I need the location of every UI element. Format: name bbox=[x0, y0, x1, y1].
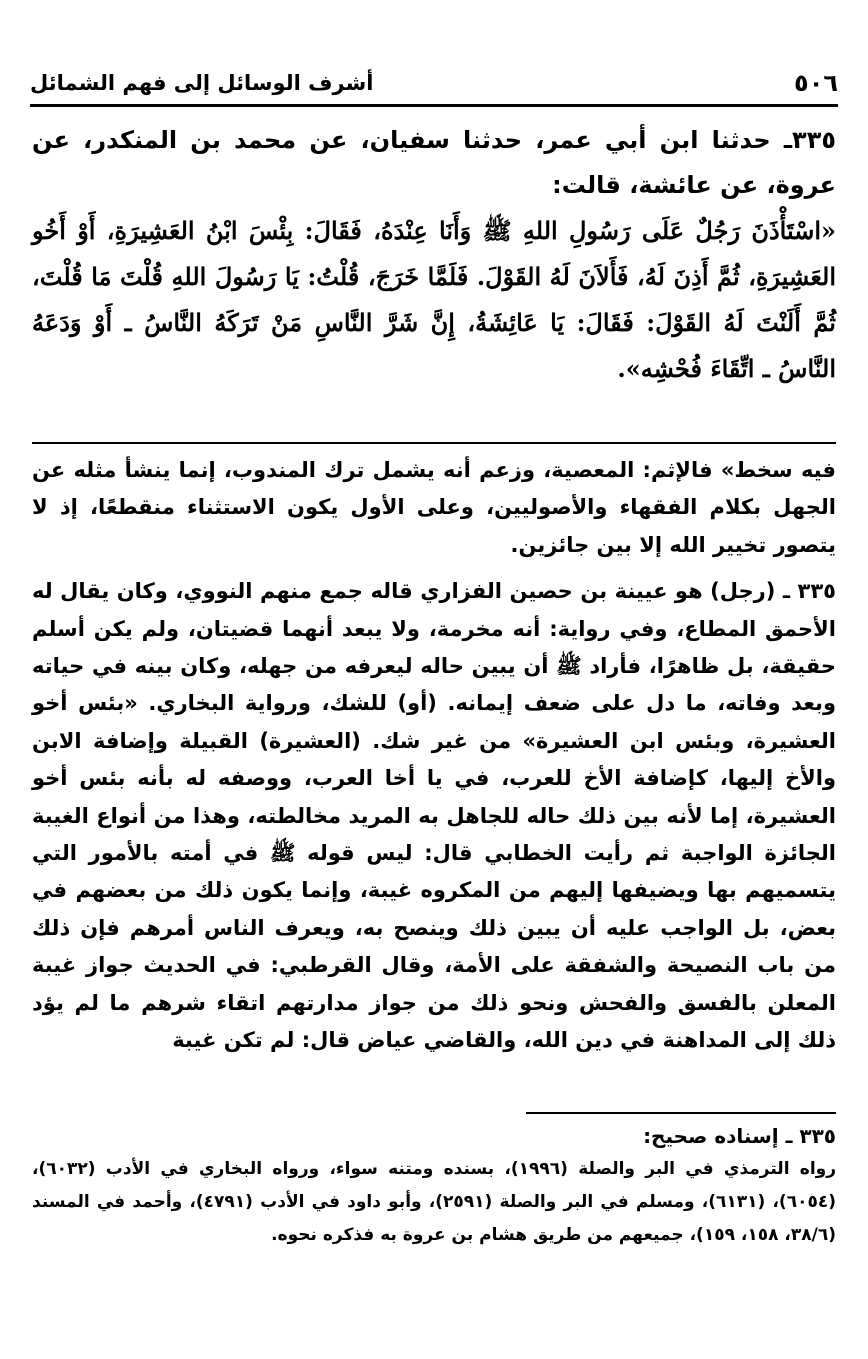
footnote-divider bbox=[526, 1112, 836, 1114]
footnote-body: رواه الترمذي في البر والصلة (١٩٩٦)، بسنده ومتنه سواء، ورواه البخاري في الأدب (٦٠٣٢)، (٦٠٥٤)، (٦١٣١)، ومسلم في البر والصلة (٢٥٩١)، وأبو داود في الأدب (٤٧٩١)، وأحمد في المسند (٣٨/٦، ١٥٨، ١٥٩)، جميعهم من طريق هشام بن عروة به فذكره نحوه. bbox=[32, 1159, 837, 1245]
hadith-isnad: ٣٣٥ـ حدثنا ابن أبي عمر، حدثنا سفيان، عن محمد بن المنكدر، عن عروة، عن عائشة، قالت: bbox=[32, 126, 836, 199]
hadith-text bbox=[32, 118, 836, 392]
commentary bbox=[32, 452, 836, 1060]
commentary-paragraph: ٣٣٥ ـ (رجل) هو عيينة بن حصين الفزاري قاله جمع منهم النووي، وكان يقال له الأحمق المطاع، وفي رواية: أنه مخرمة، ولا يبعد أنهما قضيتان، ولم يكن أسلم حقيقة، بل ظاهرًا، فأراد ﷺ أن يبين حاله ليعرفه من جهله، وكان بينه في حياته وبعد وفاته، ما دل على ضعف إيمانه. (أو) للشك، ورواية البخاري. «بئس أخو العشيرة، وبئس ابن العشيرة» من غير شك. (العشيرة) القبيلة وإضافة الابن والأخ إليها، كإضافة الأخ للعرب، في يا أخا العرب، ووصفه له بأنه بئس أخو العشيرة، إما لأنه بين ذلك حاله للجاهل به المريد مخالطته، وهذا من أنواع الغيبة الجائزة الواجبة ثم رأيت الخطابي قال: ليس قوله ﷺ في أمته بالأمور التي يتسميهم بها ويضيفها إليهم من المكروه غيبة، وإنما يكون ذلك من بعضهم في بعض، بل الواجب عليه أن يبين ذلك وينصح به، ويعرف الناس أمرهم فإن ذلك من باب النصيحة والشفقة على الأمة، وقال القرطبي: في الحديث جواز غيبة المعلن بالفسق والفحش ونحو ذلك من جواز مدارتهم اتقاء شرهم ما لم يؤد ذلك إلى المداهنة في دين الله، والقاضي عياض قال: لم تكن غيبة bbox=[32, 579, 836, 1053]
page-number: ٥٠٦ bbox=[794, 69, 838, 97]
footnote-heading: ٣٣٥ ـ إسناده صحيح: bbox=[643, 1124, 836, 1148]
commentary-paragraph: فيه سخط» فالإثم: المعصية، وزعم أنه يشمل ترك المندوب، إنما ينشأ مثله عن الجهل بكلام الفقهاء والأصوليين، وعلى الأول يكون الاستثناء منقطعًا، إذ لا يتصور تخيير الله إلا بين جائزين. bbox=[32, 458, 836, 557]
footnote bbox=[32, 1120, 836, 1252]
page-header bbox=[30, 62, 838, 107]
hadith-matn: «اسْتَأْذَنَ رَجُلٌ عَلَى رَسُولِ اللهِ ﷺ وَأَنَا عِنْدَهُ، فَقَالَ: بِئْسَ ابْنُ العَشِيرَةِ، أَوْ أَخُو العَشِيرَةِ، ثُمَّ أَذِنَ لَهُ، فَأَلاَنَ لَهُ القَوْلَ. فَلَمَّا خَرَجَ، قُلْتُ: يَا رَسُولَ اللهِ قُلْتَ مَا قُلْتَ، ثُمَّ أَلَنْتَ لَهُ القَوْلَ: فَقَالَ: يَا عَائِشَةُ، إِنَّ شَرَّ النَّاسِ مَنْ تَرَكَهُ النَّاسُ ـ أَوْ وَدَعَهُ النَّاسُ ـ اتِّقَاءَ فُحْشِه». bbox=[32, 216, 836, 383]
main-divider bbox=[32, 442, 836, 444]
book-title: أشرف الوسائل إلى فهم الشمائل bbox=[30, 71, 374, 95]
